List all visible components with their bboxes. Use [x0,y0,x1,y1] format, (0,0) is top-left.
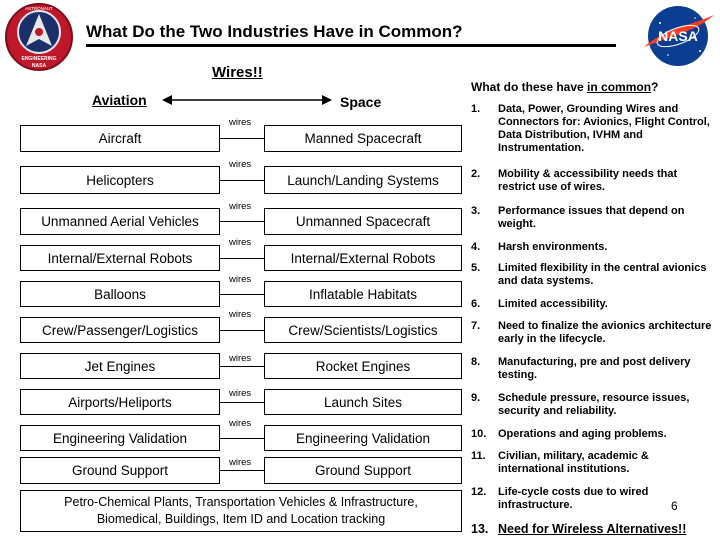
space-box: Engineering Validation [264,425,462,451]
list-item: 8. Manufacturing, pre and post delivery testing. [471,356,691,381]
space-heading: Space [340,94,382,110]
space-box: Unmanned Spacecraft [264,208,462,235]
connector-line [220,470,264,471]
aviation-box: Internal/External Robots [20,245,220,271]
list-item: 5. Limited flexibility in the central avionics and data systems. [471,262,707,287]
wires-label: wires [229,201,252,212]
wires-label: wires [229,353,252,364]
wires-label: wires [229,274,252,285]
other-industries-line-1: Petro-Chemical Plants, Transportation Vehicles & Infrastructure, [64,495,418,509]
other-industries-line-2: Biomedical, Buildings, Item ID and Location tracking [96,512,386,526]
list-item: 4. Harsh environments. [471,241,608,253]
astronaut-emblem-logo [4,2,74,72]
nasa-logo-text: NASA [658,28,698,44]
connector-line [220,330,264,331]
nasa-logo [640,3,716,69]
page-subtitle: Wires!! [212,64,263,81]
wires-label: wires [229,237,252,248]
space-box: Rocket Engines [264,353,462,379]
list-item: 9. Schedule pressure, resource issues, security and reliability. [471,392,690,417]
aviation-box: Ground Support [20,457,220,484]
list-item: 2. Mobility & accessibility needs that restrict use of wires. [471,168,678,193]
list-item: 10. Operations and aging problems. [471,428,667,440]
wires-label: wires [229,309,252,320]
aviation-box: Crew/Passenger/Logistics [20,317,220,343]
wires-label: wires [229,388,252,399]
space-box: Manned Spacecraft [264,125,462,152]
title-underline [86,44,616,47]
double-arrow-icon [162,93,332,107]
aviation-box: Balloons [20,281,220,307]
other-industries-box [20,490,462,532]
emblem-top-text: ASTRONAUT [25,6,53,11]
space-box: Launch Sites [264,389,462,415]
page-number: 6 [671,499,678,513]
connector-line [220,294,264,295]
list-item: 3. Performance issues that depend on weight. [471,205,685,230]
connector-line [220,221,264,222]
aviation-box: Jet Engines [20,353,220,379]
aviation-box: Unmanned Aerial Vehicles [20,208,220,235]
list-item-wireless: 13. Need for Wireless Alternatives!! [471,522,687,536]
space-box: Launch/Landing Systems [264,166,462,194]
emblem-mid-text: ENGINEERING [21,56,57,62]
list-item: 12. Life-cycle costs due to wired infrastructure. [471,486,649,511]
wires-label: wires [229,418,252,429]
page-title: What Do the Two Industries Have in Common? [86,22,463,41]
space-box: Crew/Scientists/Logistics [264,317,462,343]
emblem-bottom-text: NASA [31,63,47,69]
connector-line [220,258,264,259]
connector-line [220,138,264,139]
aviation-box: Helicopters [20,166,220,194]
space-box: Inflatable Habitats [264,281,462,307]
common-heading: What do these have in common? [471,80,659,94]
aviation-box: Engineering Validation [20,425,220,451]
list-item: 1. Data, Power, Grounding Wires and Connectors for: Avionics, Flight Control, Data Distribution, IVHM and Instrumentation. [471,103,710,154]
connector-line [220,402,264,403]
wires-label: wires [229,117,252,128]
connector-line [220,180,264,181]
list-item: 6. Limited accessibility. [471,298,608,310]
connector-line [220,438,264,439]
aviation-box: Aircraft [20,125,220,152]
space-box: Internal/External Robots [264,245,462,271]
connector-line [220,366,264,367]
list-item: 7. Need to finalize the avionics architecture early in the lifecycle. [471,320,712,345]
list-item: 11. Civilian, military, academic & international institutions. [471,450,649,475]
space-box: Ground Support [264,457,462,484]
wires-label: wires [229,159,252,170]
aviation-box: Airports/Heliports [20,389,220,415]
wires-label: wires [229,457,252,468]
aviation-heading: Aviation [92,92,147,108]
